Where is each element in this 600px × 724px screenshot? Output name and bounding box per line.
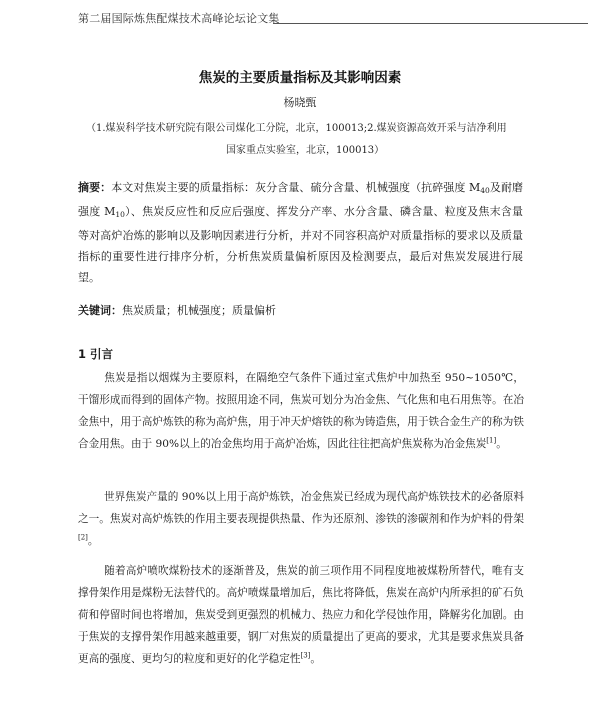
- paragraph-2-text: 世界焦炭产量的 90%以上用于高炉炼铁，冶金焦炭已经成为现代高炉炼铁技术的必备原料之一。焦炭对高炉炼铁的作用主要表现提供热量、作为还原剂、渗铁的渗碳剂和作为炉料的骨架: [78, 491, 524, 525]
- affiliation-line-1: （1.煤炭科学技术研究院有限公司煤化工分院，北京，100013;2.煤炭资源高效开采与洁净利用: [86, 123, 507, 134]
- citation-2: [2]: [78, 533, 88, 542]
- citation-3: [3]: [300, 651, 311, 660]
- abstract-text-1: 本文对焦炭主要的质量指标：灰分含量、硫分含量、机械强度（抗碎强度 M: [111, 181, 481, 194]
- affiliation-line-2: 国家重点实验室，北京，100013）: [226, 145, 385, 156]
- abstract-subscript-1: 40: [480, 186, 490, 195]
- keywords: [78, 302, 523, 320]
- running-head-rule: [273, 23, 588, 24]
- paragraph-3-end: 。: [310, 653, 321, 665]
- abstract-label: 摘要：: [78, 181, 112, 194]
- paragraph-1-end: 。: [496, 438, 507, 450]
- body-paragraph-3: [78, 560, 524, 670]
- running-head: [78, 10, 588, 32]
- running-head-text: 第二届国际炼焦配煤技术高峰论坛论文集: [78, 12, 280, 25]
- citation-1: [1]: [486, 436, 497, 445]
- keywords-label: 关键词：: [78, 304, 122, 317]
- body-paragraph-1: [78, 367, 524, 455]
- paragraph-2-end: 。: [87, 535, 99, 547]
- paragraph-1-text: 焦炭是指以烟煤为主要原料，在隔绝空气条件下通过室式焦炉中加热至 950~1050℃，干馏形成而得到的固体产物。按照用途不同，焦炭可划分为冶金焦、气化焦和电石用焦等。在冶金焦中，用于高炉炼铁的称为高炉焦，用于冲天炉熔铁的称为铸造焦，用于铁合金生产的称为铁合金用焦。由于 90%以上的冶金焦均用于高炉冶炼，因此往往把高炉焦炭称为冶金焦炭: [78, 372, 524, 450]
- abstract-text-3: ）、焦炭反应性和反应后强度、挥发分产率、水分含量、磷含量、粒度及焦末含量等对高炉冶炼的影响以及影响因素进行分析，并对不同容积高炉对质量指标的要求以及质量指标的重要性进行排序分析，分析焦炭质量偏析原因及检测要点，最后对焦炭发展进行展望。: [78, 205, 523, 284]
- affiliation: [86, 118, 526, 162]
- paper-author: 杨晓甄: [283, 96, 317, 109]
- body-paragraph-2: [78, 486, 524, 552]
- paragraph-3-text: 随着高炉喷吹煤粉技术的逐渐普及，焦炭的前三项作用不同程度地被煤粉所替代，唯有支撑骨架作用是煤粉无法替代的。高炉喷煤量增加后，焦比将降低，焦炭在高炉内所承担的矿石负荷和停留时间也将增加，焦炭受到更强烈的机械力、热应力和化学侵蚀作用，降解劣化加剧。由于焦炭的支撑骨架作用越来越重要，钢厂对焦炭的质量提出了更高的要求，尤其是要求焦炭具备更高的强度、更均匀的粒度和更好的化学稳定性: [78, 565, 524, 665]
- abstract: [78, 177, 523, 288]
- abstract-text-2: 及耐磨强度 M: [78, 181, 524, 218]
- keywords-text: 焦炭质量；机械强度；质量偏析: [122, 304, 276, 317]
- abstract-subscript-2: 10: [115, 210, 125, 219]
- paper-title: 焦炭的主要质量指标及其影响因素: [198, 70, 402, 86]
- section-heading-introduction: 1 引言: [78, 347, 114, 361]
